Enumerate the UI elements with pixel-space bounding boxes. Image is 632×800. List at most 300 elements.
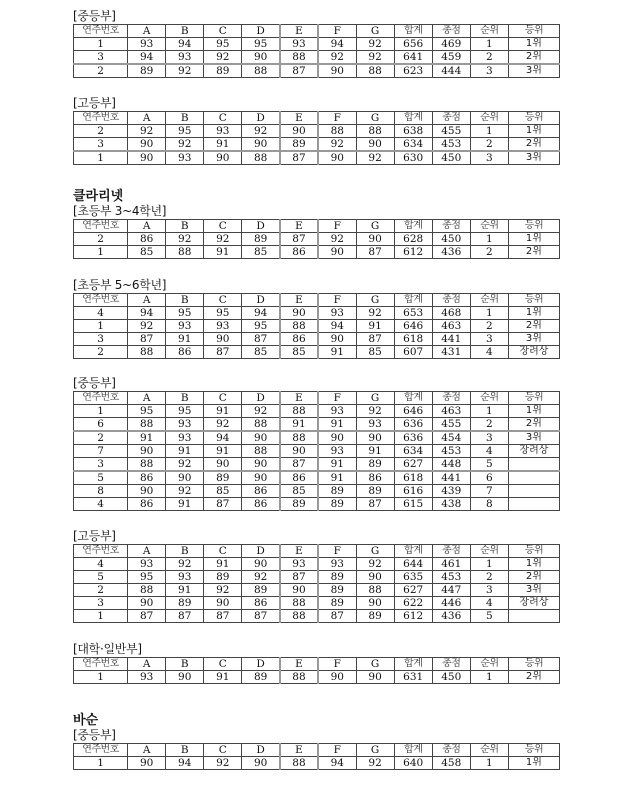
- score-cell: 646: [394, 405, 432, 418]
- table-row: [74, 38, 560, 51]
- column-header: B: [166, 220, 204, 233]
- column-header: 합계: [394, 744, 432, 757]
- score-cell: 89: [128, 64, 166, 78]
- column-header: 합계: [394, 220, 432, 233]
- score-cell: 89: [204, 64, 242, 78]
- score-cell: 612: [394, 610, 432, 623]
- score-cell: 1: [470, 558, 508, 571]
- column-header: F: [318, 658, 356, 671]
- score-cell: 90: [318, 246, 356, 259]
- score-cell: 93: [166, 418, 204, 432]
- score-cell: 86: [128, 498, 166, 511]
- score-cell: 88: [356, 125, 394, 138]
- score-cell: 448: [432, 458, 470, 472]
- table-row: [74, 51, 560, 65]
- column-header: G: [356, 294, 394, 307]
- score-cell: 92: [166, 458, 204, 472]
- column-header: D: [242, 25, 280, 38]
- award-cell: 3위: [508, 431, 559, 445]
- score-cell: 8: [470, 498, 508, 511]
- column-header: 합계: [394, 392, 432, 405]
- column-header: E: [280, 25, 318, 38]
- award-cell: 2위: [508, 671, 559, 684]
- column-header: 연주번호: [74, 744, 128, 757]
- award-cell: 2위: [508, 418, 559, 432]
- score-cell: 4: [470, 346, 508, 359]
- score-cell: 86: [356, 471, 394, 485]
- score-cell: 93: [166, 320, 204, 333]
- column-header: A: [128, 392, 166, 405]
- column-header: 총점: [432, 294, 470, 307]
- score-cell: 90: [242, 558, 280, 571]
- column-header: E: [280, 112, 318, 125]
- score-cell: 92: [356, 51, 394, 65]
- award-cell: 1위: [508, 38, 559, 51]
- score-cell: 95: [166, 405, 204, 418]
- score-cell: 91: [318, 346, 356, 359]
- table-row: [74, 64, 560, 78]
- score-cell: 90: [318, 151, 356, 165]
- score-cell: 90: [204, 458, 242, 472]
- score-table: [73, 391, 560, 511]
- score-cell: 4: [470, 597, 508, 610]
- column-header: A: [128, 294, 166, 307]
- score-cell: 1: [470, 125, 508, 138]
- column-header: 연주번호: [74, 25, 128, 38]
- score-cell: 89: [318, 498, 356, 511]
- score-cell: 95: [166, 307, 204, 320]
- column-header: 순위: [470, 112, 508, 125]
- entry-number-cell: 5: [74, 571, 128, 584]
- award-cell: 2위: [508, 138, 559, 152]
- score-cell: 89: [204, 471, 242, 485]
- score-cell: 90: [356, 597, 394, 610]
- score-cell: 88: [242, 64, 280, 78]
- column-header: C: [204, 220, 242, 233]
- score-cell: 612: [394, 246, 432, 259]
- award-cell: [508, 471, 559, 485]
- entry-number-cell: 3: [74, 333, 128, 346]
- score-cell: 640: [394, 757, 432, 770]
- column-header: B: [166, 25, 204, 38]
- table-row: [74, 485, 560, 498]
- column-header: 총점: [432, 658, 470, 671]
- score-cell: 90: [128, 485, 166, 498]
- entry-number-cell: 2: [74, 125, 128, 138]
- score-cell: 88: [128, 584, 166, 597]
- column-header: G: [356, 744, 394, 757]
- score-cell: 88: [280, 51, 318, 65]
- score-cell: 88: [318, 125, 356, 138]
- column-header: A: [128, 658, 166, 671]
- score-cell: 90: [242, 471, 280, 485]
- score-cell: 616: [394, 485, 432, 498]
- score-cell: 89: [204, 571, 242, 584]
- score-cell: 90: [318, 671, 356, 684]
- award-cell: [508, 498, 559, 511]
- column-header: 등위: [508, 220, 559, 233]
- entry-number-cell: 7: [74, 445, 128, 458]
- score-cell: 92: [356, 757, 394, 770]
- table-row: [74, 405, 560, 418]
- column-header: 총점: [432, 220, 470, 233]
- column-header: 합계: [394, 294, 432, 307]
- score-cell: 92: [204, 584, 242, 597]
- score-cell: 92: [128, 320, 166, 333]
- score-cell: 92: [166, 485, 204, 498]
- score-cell: 91: [204, 558, 242, 571]
- score-table: [73, 219, 560, 259]
- column-header: 순위: [470, 744, 508, 757]
- award-cell: 2위: [508, 246, 559, 259]
- score-cell: 623: [394, 64, 432, 78]
- score-cell: 94: [128, 307, 166, 320]
- score-cell: 90: [280, 584, 318, 597]
- score-cell: 91: [204, 671, 242, 684]
- score-cell: 3: [470, 431, 508, 445]
- score-cell: 90: [318, 431, 356, 445]
- column-header: E: [280, 392, 318, 405]
- score-cell: 92: [242, 125, 280, 138]
- entry-number-cell: 2: [74, 233, 128, 246]
- score-cell: 90: [128, 597, 166, 610]
- score-cell: 86: [242, 498, 280, 511]
- score-cell: 438: [432, 498, 470, 511]
- award-cell: 2위: [508, 571, 559, 584]
- column-header: G: [356, 112, 394, 125]
- entry-number-cell: 3: [74, 458, 128, 472]
- score-cell: 92: [356, 558, 394, 571]
- entry-number-cell: 1: [74, 246, 128, 259]
- column-header: 등위: [508, 112, 559, 125]
- award-cell: 1위: [508, 125, 559, 138]
- entry-number-cell: 2: [74, 584, 128, 597]
- column-header: E: [280, 545, 318, 558]
- score-cell: 90: [280, 125, 318, 138]
- division-label: [중등부]: [73, 9, 116, 23]
- table-row: [74, 458, 560, 472]
- score-cell: 3: [470, 151, 508, 165]
- score-cell: 89: [318, 584, 356, 597]
- score-cell: 90: [166, 671, 204, 684]
- results-section: [73, 642, 561, 684]
- score-cell: 90: [204, 597, 242, 610]
- score-cell: 85: [280, 485, 318, 498]
- score-cell: 87: [356, 498, 394, 511]
- score-cell: 459: [432, 51, 470, 65]
- column-header: 등위: [508, 744, 559, 757]
- score-cell: 90: [280, 307, 318, 320]
- award-cell: 장려상: [508, 346, 559, 359]
- entry-number-cell: 1: [74, 405, 128, 418]
- score-cell: 87: [166, 610, 204, 623]
- score-cell: 90: [128, 138, 166, 152]
- score-cell: 635: [394, 571, 432, 584]
- score-cell: 88: [166, 246, 204, 259]
- column-header: 등위: [508, 294, 559, 307]
- entry-number-cell: 8: [74, 485, 128, 498]
- results-section: [73, 278, 561, 359]
- score-cell: 87: [318, 610, 356, 623]
- score-table: [73, 743, 560, 770]
- column-header: 합계: [394, 112, 432, 125]
- score-cell: 2: [470, 51, 508, 65]
- score-cell: 85: [204, 485, 242, 498]
- score-cell: 90: [356, 138, 394, 152]
- score-cell: 91: [318, 471, 356, 485]
- score-cell: 3: [470, 333, 508, 346]
- column-header: 순위: [470, 545, 508, 558]
- score-cell: 85: [356, 346, 394, 359]
- score-cell: 92: [242, 571, 280, 584]
- score-cell: 446: [432, 597, 470, 610]
- score-cell: 86: [128, 233, 166, 246]
- column-header: D: [242, 294, 280, 307]
- score-cell: 458: [432, 757, 470, 770]
- column-header: 순위: [470, 294, 508, 307]
- score-cell: 92: [356, 307, 394, 320]
- award-cell: 3위: [508, 64, 559, 78]
- score-cell: 88: [280, 405, 318, 418]
- score-cell: 653: [394, 307, 432, 320]
- entry-number-cell: 1: [74, 757, 128, 770]
- column-header: A: [128, 545, 166, 558]
- column-header: A: [128, 25, 166, 38]
- award-cell: [508, 610, 559, 623]
- entry-number-cell: 4: [74, 498, 128, 511]
- entry-number-cell: 1: [74, 38, 128, 51]
- score-cell: 469: [432, 38, 470, 51]
- score-cell: 656: [394, 38, 432, 51]
- score-cell: 89: [242, 671, 280, 684]
- entry-number-cell: 1: [74, 151, 128, 165]
- score-cell: 93: [318, 558, 356, 571]
- division-label: [고등부]: [73, 529, 116, 543]
- score-cell: 630: [394, 151, 432, 165]
- column-header: B: [166, 744, 204, 757]
- score-cell: 638: [394, 125, 432, 138]
- score-cell: 636: [394, 418, 432, 432]
- score-cell: 93: [318, 405, 356, 418]
- column-header: G: [356, 392, 394, 405]
- score-cell: 92: [356, 38, 394, 51]
- table-row: [74, 246, 560, 259]
- column-header: 연주번호: [74, 658, 128, 671]
- column-header: 연주번호: [74, 294, 128, 307]
- score-cell: 86: [280, 246, 318, 259]
- entry-number-cell: 2: [74, 64, 128, 78]
- score-cell: 87: [280, 64, 318, 78]
- table-header-row: [74, 744, 560, 757]
- score-cell: 85: [242, 346, 280, 359]
- table-row: [74, 346, 560, 359]
- score-cell: 91: [318, 458, 356, 472]
- score-cell: 644: [394, 558, 432, 571]
- score-cell: 94: [166, 38, 204, 51]
- score-cell: 2: [470, 138, 508, 152]
- score-cell: 90: [318, 64, 356, 78]
- column-header: 연주번호: [74, 392, 128, 405]
- division-label: [대학·일반부]: [73, 642, 142, 656]
- column-header: G: [356, 25, 394, 38]
- score-cell: 93: [280, 38, 318, 51]
- score-cell: 87: [280, 233, 318, 246]
- column-header: F: [318, 545, 356, 558]
- column-header: 등위: [508, 658, 559, 671]
- column-header: D: [242, 112, 280, 125]
- score-cell: 93: [166, 151, 204, 165]
- entry-number-cell: 1: [74, 610, 128, 623]
- score-cell: 461: [432, 558, 470, 571]
- score-cell: 93: [166, 571, 204, 584]
- instrument-heading: 바순: [73, 713, 99, 728]
- score-cell: 7: [470, 485, 508, 498]
- score-cell: 87: [280, 571, 318, 584]
- score-table: [73, 544, 560, 623]
- column-header: 등위: [508, 545, 559, 558]
- score-cell: 91: [356, 445, 394, 458]
- column-header: F: [318, 392, 356, 405]
- score-cell: 88: [280, 320, 318, 333]
- score-cell: 88: [280, 597, 318, 610]
- score-cell: 87: [204, 346, 242, 359]
- table-row: [74, 233, 560, 246]
- score-cell: 87: [204, 498, 242, 511]
- score-cell: 90: [204, 333, 242, 346]
- entry-number-cell: 2: [74, 346, 128, 359]
- score-cell: 87: [280, 151, 318, 165]
- score-table: [73, 111, 560, 165]
- score-cell: 93: [166, 431, 204, 445]
- score-cell: 93: [356, 418, 394, 432]
- score-cell: 91: [204, 405, 242, 418]
- table-row: [74, 418, 560, 432]
- column-header: D: [242, 545, 280, 558]
- score-cell: 95: [204, 38, 242, 51]
- score-cell: 453: [432, 571, 470, 584]
- score-cell: 641: [394, 51, 432, 65]
- table-header-row: [74, 545, 560, 558]
- table-row: [74, 584, 560, 597]
- score-cell: 90: [242, 51, 280, 65]
- score-cell: 1: [470, 671, 508, 684]
- column-header: F: [318, 220, 356, 233]
- column-header: G: [356, 545, 394, 558]
- score-cell: 86: [166, 346, 204, 359]
- table-row: [74, 571, 560, 584]
- table-header-row: [74, 220, 560, 233]
- score-cell: 2: [470, 418, 508, 432]
- score-cell: 88: [242, 445, 280, 458]
- column-header: C: [204, 658, 242, 671]
- score-cell: 90: [356, 431, 394, 445]
- column-header: F: [318, 294, 356, 307]
- column-header: E: [280, 744, 318, 757]
- column-header: D: [242, 744, 280, 757]
- score-cell: 454: [432, 431, 470, 445]
- table-row: [74, 125, 560, 138]
- score-cell: 89: [356, 485, 394, 498]
- score-cell: 92: [318, 233, 356, 246]
- score-cell: 4: [470, 445, 508, 458]
- score-cell: 92: [128, 125, 166, 138]
- column-header: 연주번호: [74, 220, 128, 233]
- score-cell: 91: [204, 138, 242, 152]
- score-cell: 87: [242, 610, 280, 623]
- column-header: 총점: [432, 545, 470, 558]
- instrument-heading: 클라리넷: [73, 189, 124, 204]
- score-cell: 627: [394, 584, 432, 597]
- score-cell: 91: [204, 246, 242, 259]
- score-cell: 90: [242, 757, 280, 770]
- column-header: 순위: [470, 392, 508, 405]
- column-header: A: [128, 220, 166, 233]
- column-header: D: [242, 392, 280, 405]
- score-cell: 90: [128, 445, 166, 458]
- results-section: [73, 96, 561, 165]
- table-row: [74, 671, 560, 684]
- award-cell: 1위: [508, 233, 559, 246]
- score-cell: 86: [242, 597, 280, 610]
- score-cell: 85: [242, 246, 280, 259]
- score-cell: 92: [204, 51, 242, 65]
- score-cell: 91: [166, 445, 204, 458]
- column-header: 총점: [432, 392, 470, 405]
- table-header-row: [74, 392, 560, 405]
- score-cell: 3: [470, 64, 508, 78]
- column-header: 총점: [432, 25, 470, 38]
- results-section: [73, 713, 561, 770]
- column-header: 등위: [508, 25, 559, 38]
- entry-number-cell: 1: [74, 671, 128, 684]
- column-header: 합계: [394, 25, 432, 38]
- entry-number-cell: 4: [74, 558, 128, 571]
- results-section: [73, 376, 561, 511]
- table-row: [74, 445, 560, 458]
- score-cell: 618: [394, 333, 432, 346]
- score-cell: 94: [318, 320, 356, 333]
- score-cell: 88: [280, 610, 318, 623]
- entry-number-cell: 6: [74, 418, 128, 432]
- score-cell: 90: [356, 233, 394, 246]
- score-cell: 88: [128, 458, 166, 472]
- score-cell: 95: [166, 125, 204, 138]
- score-table: [73, 24, 560, 78]
- score-cell: 436: [432, 610, 470, 623]
- score-cell: 94: [166, 757, 204, 770]
- score-cell: 89: [166, 597, 204, 610]
- division-label: [초등부 5~6학년]: [73, 278, 167, 292]
- column-header: 순위: [470, 25, 508, 38]
- score-cell: 90: [318, 333, 356, 346]
- column-header: B: [166, 392, 204, 405]
- column-header: B: [166, 294, 204, 307]
- column-header: A: [128, 744, 166, 757]
- score-cell: 447: [432, 584, 470, 597]
- score-cell: 5: [470, 610, 508, 623]
- score-cell: 441: [432, 471, 470, 485]
- table-header-row: [74, 294, 560, 307]
- score-cell: 622: [394, 597, 432, 610]
- score-cell: 88: [128, 418, 166, 432]
- column-header: E: [280, 658, 318, 671]
- score-cell: 86: [280, 471, 318, 485]
- table-row: [74, 431, 560, 445]
- score-cell: 94: [318, 757, 356, 770]
- score-cell: 1: [470, 38, 508, 51]
- score-cell: 2: [470, 246, 508, 259]
- award-cell: 3위: [508, 151, 559, 165]
